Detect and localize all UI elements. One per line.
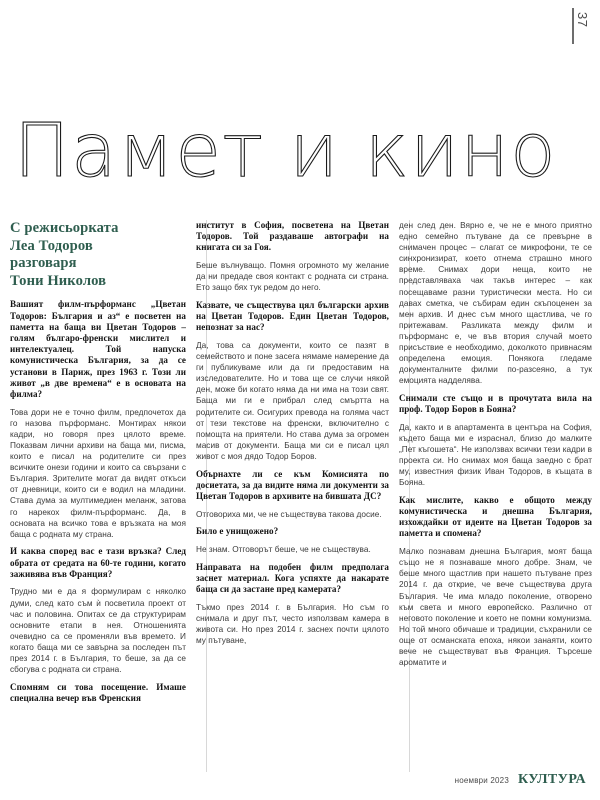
interview-question: Как мислите, какво е общото между комунистическа и днешна България, изхождайки от идеите на Цветан Тодоров за паметта и спомена?	[399, 494, 592, 539]
article-deck: С режисьорката Леа Тодоров разговаря Тони Николов	[10, 220, 119, 289]
article-columns	[10, 220, 592, 772]
page-number: 37	[575, 12, 590, 28]
column-3	[399, 220, 592, 772]
page-folio	[564, 4, 598, 64]
issue-date: ноември 2023	[454, 776, 509, 785]
publication-name: КУЛТУРА	[517, 772, 586, 787]
interview-answer: Малко познавам днешна България, моят баща също не я познаваше много добре. Знам, че беше много щастлив при нашето пътуване през 2014 г. да открие, че вече съществува друга България. Че има младо поколение, отворено към света и много европейско. Различно от неговото поколение и което не помни комунизма. Но той много обичаше и традиции, съхранили се още от османската епоха, някои занаяти, които вече не съществуват във Франция. Търсеше ароматите и	[399, 547, 592, 668]
interview-answer: Беше вълнуващо. Помня огромното му желание да ни предаде своя контакт с родната си страна. Ето защо бях тук редом до него.	[196, 261, 389, 293]
column-2	[196, 220, 389, 772]
interview-answer: Трудно ми е да я формулирам с няколко думи, след като съм ѝ посветила проект от час и половина. Опитах се да структурирам основните етапи в нея. Отношенията очевидно са се променяли във времето. И когато баща ми се завърна за последен път през 2014 г. в България, то беше, за да се сбогува с родната си страна.	[10, 587, 186, 675]
page-title: Памет и кино	[14, 108, 558, 194]
interview-answer: Да, това са документи, които се пазят в семейството и поне засега нямаме намерение да ги публикуваме или да ги предоставим на изследователите. Но и това ще се случи някой ден, може би когато няма да ни има на този свят. Баща ми ги е прибрал след смъртта на родителите си. Осигурих превода на голяма част от тези текстове на френски, включително с помощта на приятели. Но става дума за огромен масив от документи. Баща ми си е писал цял живот с моя дядо Тодор Боров.	[196, 341, 389, 461]
interview-question: Направата на подобен филм предполага заснет материал. Кога успяхте да накарате баща си да застане пред камерата?	[196, 561, 389, 594]
folio-rule	[572, 8, 574, 44]
interview-question: Казвате, че съществува цял български архив на Цветан Тодоров. Един Цветан Тодоров, непознат за нас?	[196, 299, 389, 333]
page-footer	[0, 770, 586, 788]
interview-answer: Не знам. Отговорът беше, че не съществува.	[196, 544, 371, 554]
interview-answer: Отговориха ми, че не съществува такова досие.	[196, 509, 382, 519]
interview-question: Вашият филм-пърформанс „Цветан Тодоров: България и аз“ е посветен на паметта на баща ви Цветан Тодоров – голям българо-френски мислител и интелектуалец. Той напуска комунистическа България, за да се установи в Париж, през 1963 г. Този ли живот „в две времена“ е в основата на филма?	[10, 299, 186, 399]
interview-answer: Това дори не е точно филм, предпочетох да го назова пърформанс. Монтирах някои кадри, но говоря през цялото време. Показвам лични архиви на баща ми, писма, които е писал на родителите си през всичките онези години и които са свързани с България. Зрителите могат да видят откъси от дневници, които си е водил на младини. Става дума за мултимедиен меланж, затова го нарекох филм-пърформанс. Да, в основата на всичко това е връзката на моя баща с родната му страна.	[10, 407, 186, 539]
interview-question: И каква според вас е тази връзка? След обрата от средата на 60-те години, когато заживява във Франция?	[10, 546, 186, 579]
interview-question: Снимали сте също и в прочутата вила на проф. Тодор Боров в Бояна?	[399, 392, 592, 415]
interview-question: Спомням си това посещение. Имаше специална вечер във Френския	[10, 681, 186, 703]
column-1	[10, 220, 186, 772]
interview-question: Обърнахте ли се към Комисията по досиетата, за да видите няма ли документи за Цветан Тодоров в архивите на бившата ДС?	[196, 468, 389, 501]
interview-question: Било е унищожено?	[196, 526, 279, 537]
interview-answer: Тъкмо през 2014 г. в България. Но съм го снимала и друг път, често използвам камера в живота си. Но през 2014 г. заснех почти цялото му пътуване,	[196, 602, 389, 645]
interview-answer-continued: ден след ден. Вярно е, че не е много приятно едно семейно пътуване да се превърне в снимачен процес – слагат се микрофони, те се синхронизират, което отнема страшно много време. Снимах дори неща, които не представляваха чак такъв интерес – как посещаваме разни туристически места. Но си давах сметка, че събирам един скъпоценен за мен архив. И днес съм много щастлива, че го притежавам. Разликата между филм и пърформанс е, че във втория случай моето присъствие е необходимо, доколкото привнасям определена емоция. Понякога гледаме документалните филми по-разсеяно, а тук емоцията надделява.	[399, 221, 592, 386]
interview-answer: Да, както и в апартамента в центъра на София, където баща ми е израснал, близо до малките „Пет къгошета“. Не използвах всички тези кадри в проекта си. Но снимах моя баща заедно с брат му, известния физик Иван Тодоров, в къщата в Бояна.	[399, 422, 592, 488]
interview-question-continued: институт в София, посветена на Цветан Тодоров. Той раздаваше автографи на книгата си за Гоя.	[196, 220, 389, 253]
